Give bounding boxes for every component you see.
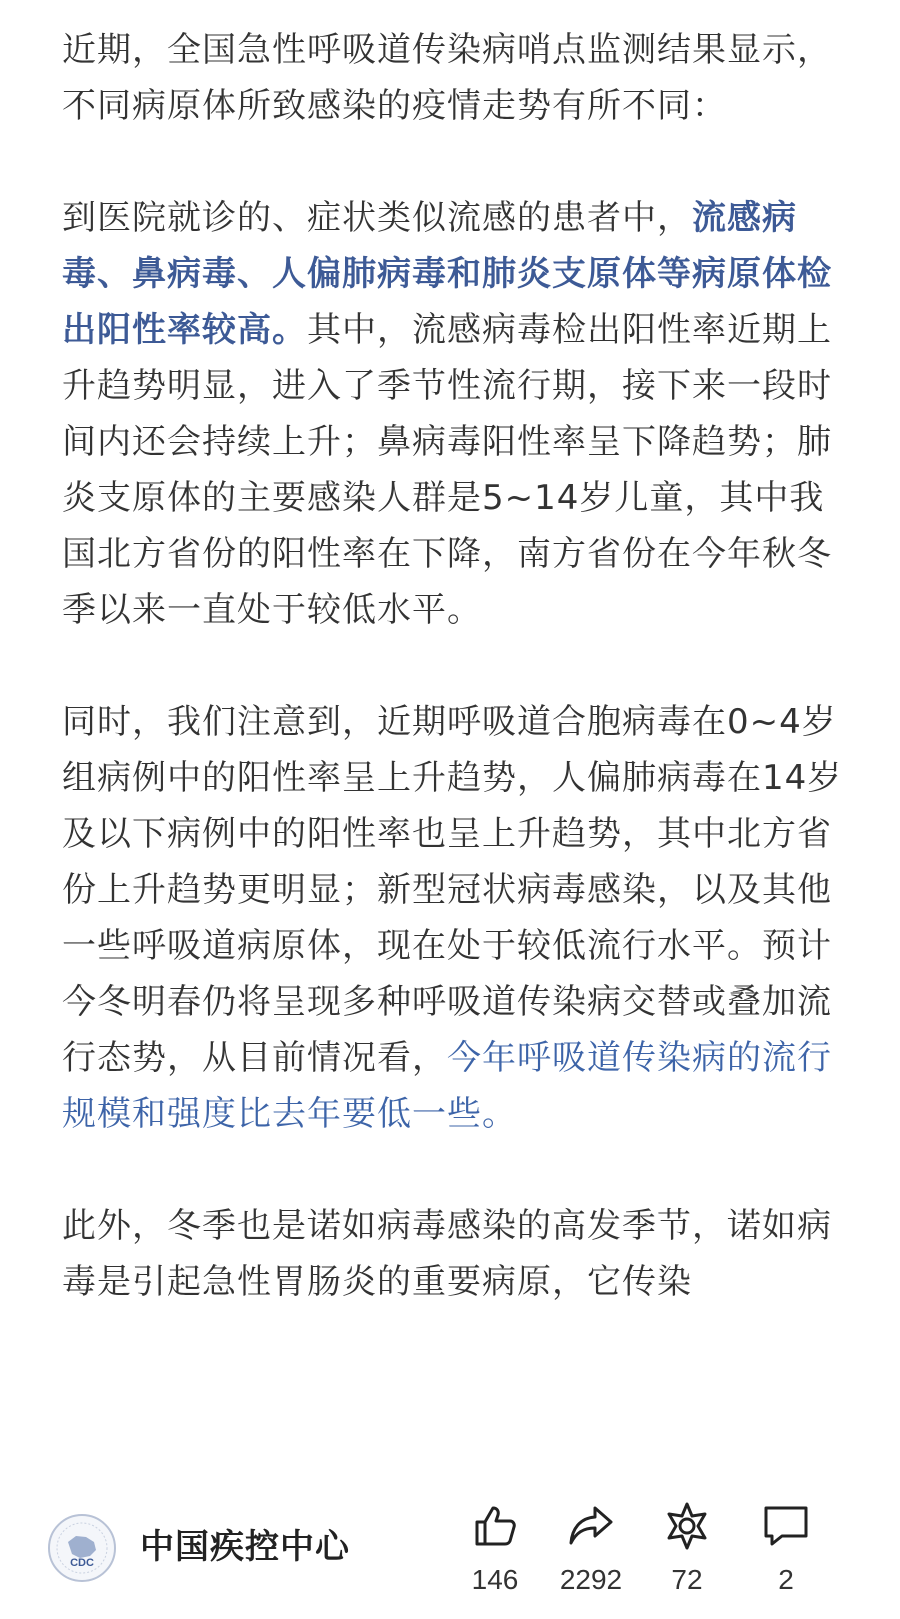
share-count: 2292: [559, 1564, 623, 1595]
comment-count: 2: [778, 1564, 794, 1595]
account-name[interactable]: 中国疾控中心: [140, 1527, 350, 1567]
account-avatar[interactable]: [46, 1512, 118, 1584]
cdc-logo-text: CDC: [70, 1557, 94, 1569]
paragraph-1: [62, 22, 852, 134]
comment-button[interactable]: [731, 1500, 841, 1610]
recommend-star-icon: [661, 1500, 713, 1552]
paragraph-3-text-a: 同时，我们注意到，近期呼吸道合胞病毒在0~4岁组病例中的阳性率呈上升趋势，人偏肺病毒在14岁及以下病例中的阳性率也呈上升趋势，其中北方省份上升趋势更明显；新型冠状病毒感染，以及其他一些呼吸道病原体，现在处于较低流行水平。预计今冬明春仍将呈现多种呼吸道传染病交替或叠加流行态势，从目前情况看，: [62, 702, 843, 1078]
like-count: 146: [471, 1564, 519, 1595]
bottom-action-bar: [0, 1490, 900, 1619]
like-button[interactable]: [440, 1500, 550, 1610]
paragraph-3: [62, 694, 852, 1142]
paragraph-2: [62, 190, 852, 638]
paragraph-1-text: 近期，全国急性呼吸道传染病哨点监测结果显示，不同病原体所致感染的疫情走势有所不同：: [62, 30, 832, 126]
comment-bubble-icon: [760, 1500, 812, 1552]
paragraph-2-text-b: 其中，流感病毒检出阳性率近期上升趋势明显，进入了季节性流行期，接下来一段时间内还会持续上升；鼻病毒阳性率呈下降趋势；肺炎支原体的主要感染人群是5~14岁儿童，其中我国北方省份的阳性率在下降，南方省份在今年秋冬季以来一直处于较低水平。: [62, 310, 832, 630]
recommend-button[interactable]: [632, 1500, 742, 1610]
share-arrow-icon: [565, 1500, 617, 1552]
paragraph-4: [62, 1198, 852, 1310]
paragraph-2-highlight: 流感病毒、鼻病毒、人偏肺病毒和肺炎支原体等病原体检出阳性率较高。: [62, 198, 832, 350]
share-button[interactable]: [536, 1500, 646, 1610]
article-body: [62, 22, 852, 1490]
paragraph-4-text: 此外，冬季也是诺如病毒感染的高发季节，诺如病毒是引起急性胃肠炎的重要病原，它传染: [62, 1206, 832, 1302]
paragraph-3-highlight: 今年呼吸道传染病的流行规模和强度比去年要低一些。: [62, 1038, 832, 1134]
thumbs-up-icon: [469, 1500, 521, 1552]
paragraph-2-text-a: 到医院就诊的、症状类似流感的患者中，: [62, 198, 692, 238]
recommend-count: 72: [671, 1564, 703, 1595]
cdc-logo-icon: [46, 1512, 118, 1584]
